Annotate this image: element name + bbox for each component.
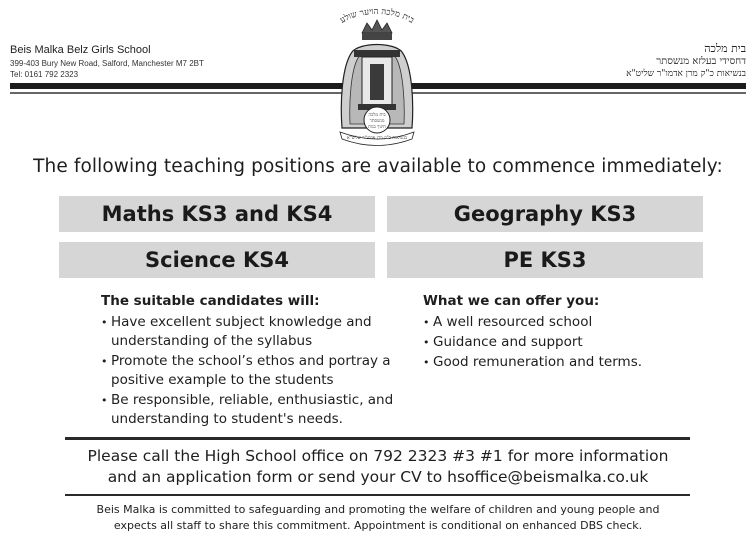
position-science: Science KS4 [59, 242, 375, 278]
position-geography: Geography KS3 [387, 196, 703, 232]
list-item: • Guidance and support [423, 333, 713, 352]
contact-line-1: Please call the High School office on 792 2323 #3 #1 for more information [87, 447, 669, 465]
footer-line-1: Beis Malka is committed to safeguarding and promoting the welfare of children and young people and [96, 503, 660, 516]
crest-arc-text: בית מלכה הויער שולע [338, 6, 416, 26]
position-pe: PE KS3 [387, 242, 703, 278]
crest-inner-line1: בית מלכה [368, 113, 386, 118]
position-maths: Maths KS3 and KS4 [59, 196, 375, 232]
list-item: • Promote the school’s ethos and portray a positive example to the students [101, 352, 406, 390]
candidates-section [101, 293, 406, 430]
offer-section [423, 293, 713, 373]
school-crest-logo [318, 6, 436, 146]
school-info-hebrew [626, 42, 746, 79]
contact-line-2: and an application form or send your CV to hsoffice@beismalka.co.uk [107, 468, 649, 486]
hebrew-name: בית מלכה [704, 42, 746, 55]
hebrew-subtitle: דחסידי בעלזא מנשסתר [656, 56, 746, 67]
offer-list [423, 313, 713, 372]
safeguarding-footer [0, 502, 756, 533]
contact-rule-top [65, 437, 690, 440]
crest-inner-line3: חינוך בנות [368, 125, 386, 130]
candidates-list [101, 313, 406, 429]
footer-line-2: expects all staff to share this commitment. Appointment is conditional on enhanced DBS check. [113, 518, 643, 532]
school-address: 399-403 Bury New Road, Salford, Manchester M7 2BT [10, 59, 204, 68]
crest-inner-line2: מנשסתר [369, 119, 385, 124]
list-item: • A well resourced school [423, 313, 713, 332]
list-item: • Be responsible, reliable, enthusiastic, and understanding to student's needs. [101, 391, 406, 429]
school-info [10, 44, 204, 79]
school-name: Beis Malka Belz Girls School [10, 44, 151, 56]
list-item: • Have excellent subject knowledge and understanding of the syllabus [101, 313, 406, 351]
contact-rule-bottom [65, 494, 690, 496]
list-item: • Good remuneration and terms. [423, 353, 713, 372]
offer-heading: What we can offer you: [423, 293, 600, 309]
hebrew-patronage: בנשיאות כ"ק מרן אדמו"ר שליט"א [626, 69, 746, 79]
positions-headline: The following teaching positions are available to commence immediately: [33, 156, 723, 177]
school-telephone: Tel: 0161 792 2323 [10, 70, 79, 79]
candidates-heading: The suitable candidates will: [101, 293, 320, 309]
crest-ribbon-text: בנשיאות כ"ק מרן אדמו"ר שליט"א [347, 136, 407, 141]
contact-info [0, 446, 756, 488]
